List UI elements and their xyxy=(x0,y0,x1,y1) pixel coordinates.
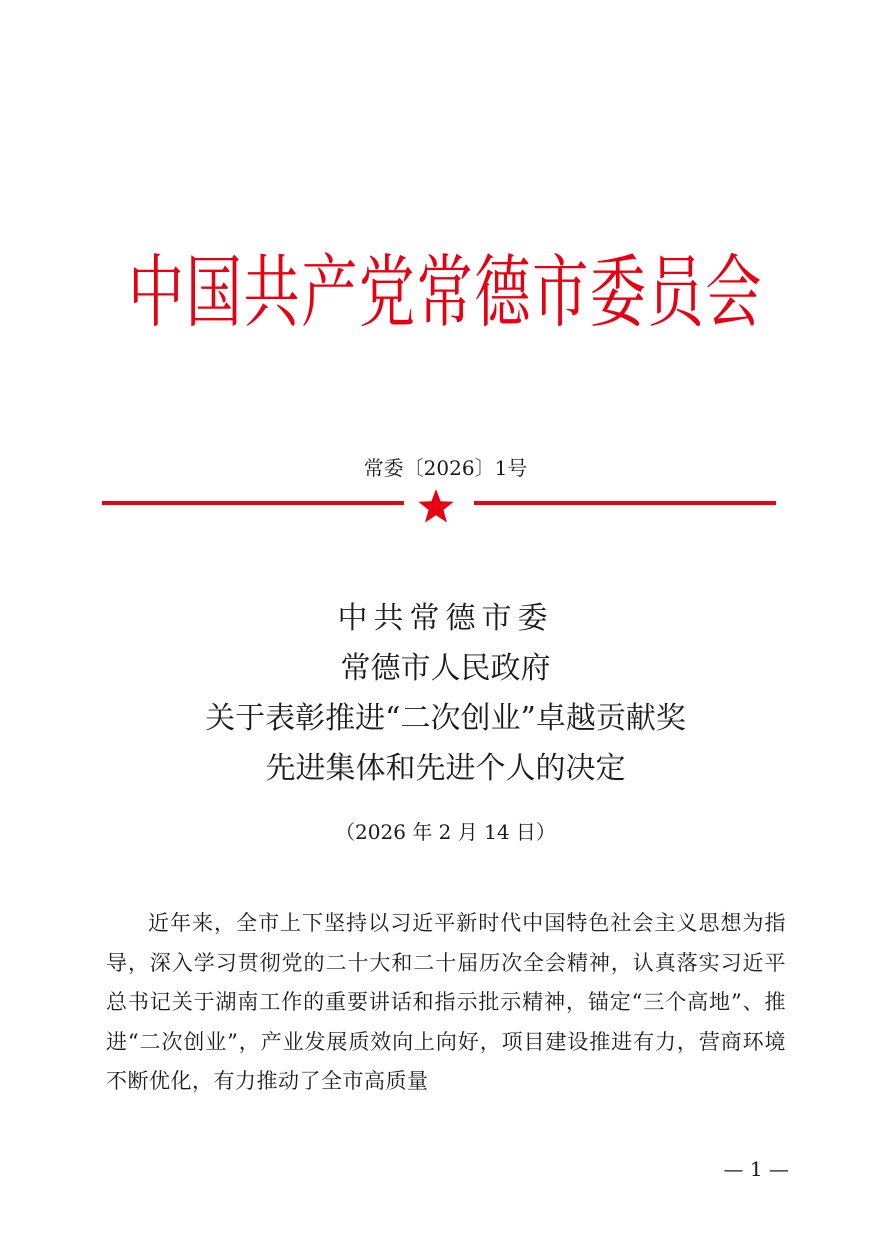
body-paragraph: 近年来，全市上下坚持以习近平新时代中国特色社会主义思想为指导，深入学习贯彻党的二十大和二十届历次全会精神，认真落实习近平总书记关于湖南工作的重要讲话和指示批示精神，锚定“三个高地”、推进“二次创业”，产业发展质效向上向好，项目建设推进有力，营商环境不断优化，有力推动了全市高质量 xyxy=(106,911,786,1093)
star-icon xyxy=(416,486,456,526)
page-number: — 1 — xyxy=(723,1157,789,1181)
issue-date: （2026 年 2 月 14 日） xyxy=(335,820,556,844)
document-title xyxy=(0,594,891,794)
red-rule-right xyxy=(474,501,776,505)
title-line-subject-continued: 先进集体和先进个人的决定 xyxy=(265,751,626,786)
masthead: 中国共产党常德市委员会 xyxy=(128,245,763,339)
red-rule-left xyxy=(102,501,404,505)
title-line-issuer-government: 常德市人民政府 xyxy=(340,651,551,686)
title-line-subject: 关于表彰推进“二次创业”卓越贡献奖 xyxy=(205,701,686,736)
document-number: 常委〔2026〕1号 xyxy=(363,456,528,480)
title-line-issuer-party: 中共常德市委 xyxy=(337,601,554,636)
